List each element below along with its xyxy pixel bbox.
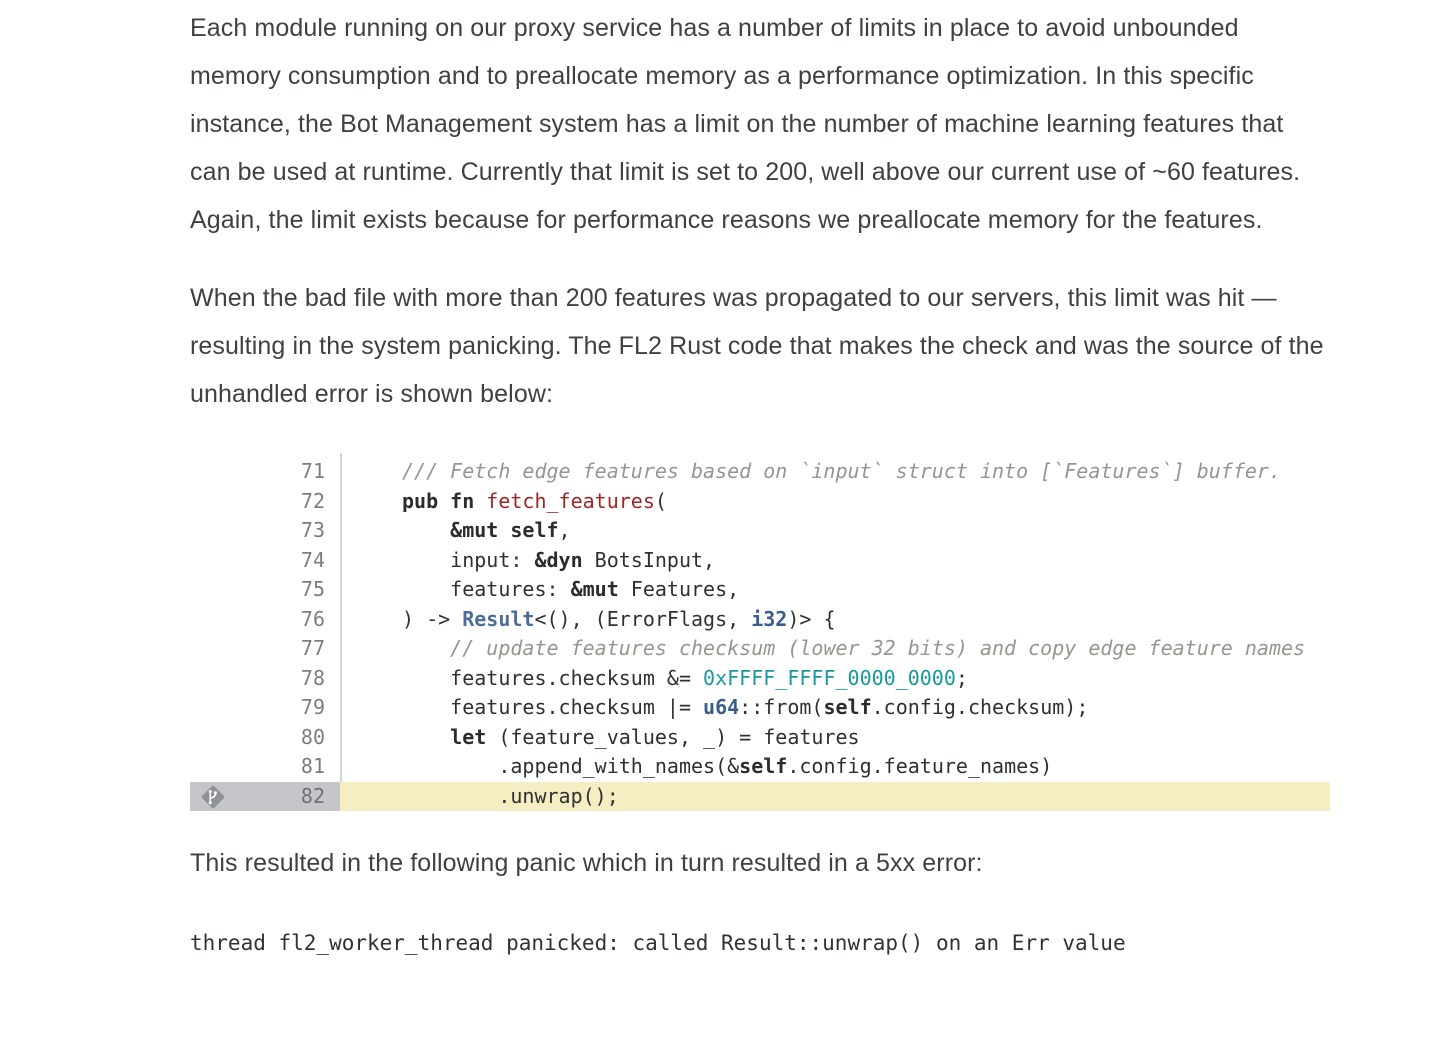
code-text: // update features checksum (lower 32 bits) and copy edge feature names	[450, 636, 1306, 660]
line-number: 76	[300, 606, 325, 631]
code-text: input: &dyn BotsInput,	[402, 547, 716, 572]
line-number: 80	[300, 724, 325, 749]
code-line	[190, 664, 1330, 694]
line-number: 73	[300, 518, 325, 542]
git-icon[interactable]	[198, 782, 228, 812]
panic-output: thread fl2_worker_thread panicked: called Result::unwrap() on an Err value	[190, 931, 1126, 955]
code-line	[190, 546, 1330, 576]
line-number: 78	[300, 665, 325, 690]
code-block	[190, 457, 1330, 811]
code-line	[190, 516, 1330, 546]
code-text: pub fn fetch_features(	[402, 488, 667, 513]
code-line	[190, 782, 1330, 812]
code-text: features: &mut Features,	[402, 577, 740, 601]
code-line	[190, 605, 1330, 635]
code-text: /// Fetch edge features based on `input` struct into [`Features`] buffer.	[402, 459, 1281, 483]
code-line	[190, 487, 1330, 517]
line-number: 74	[300, 547, 325, 572]
code-text: features.checksum &= 0xFFFF_FFFF_0000_0000;	[402, 665, 968, 690]
code-text: .unwrap();	[340, 782, 1330, 812]
code-line	[190, 457, 1330, 487]
line-number: 77	[300, 636, 325, 660]
line-number: 79	[300, 695, 325, 719]
code-text: &mut self,	[450, 518, 571, 542]
code-line	[190, 575, 1330, 605]
line-number: 81	[300, 754, 325, 778]
line-number: 82	[190, 782, 340, 812]
line-number: 71	[300, 459, 325, 483]
code-text: let (feature_values, _) = features	[450, 724, 860, 749]
line-number: 75	[300, 577, 325, 601]
code-line	[190, 693, 1330, 723]
code-text: features.checksum |= u64::from(self.config.checksum);	[402, 695, 1089, 719]
code-text: ) -> Result<(), (ErrorFlags, i32)> {	[402, 606, 836, 631]
code-text: .append_with_names(&self.config.feature_names)	[402, 754, 1053, 778]
code-line	[190, 723, 1330, 753]
line-number: 72	[300, 488, 325, 513]
code-line	[190, 634, 1330, 664]
paragraph-bad-file: When the bad file with more than 200 features was propagated to our servers, this limit was hit — resulting in the system panicking. The FL2 Rust code that makes the check and was the source of the unhandled error is shown below:	[190, 284, 1324, 408]
code-line	[190, 752, 1330, 782]
paragraph-panic-intro: This resulted in the following panic which in turn resulted in a 5xx error:	[190, 849, 983, 877]
paragraph-limits: Each module running on our proxy service has a number of limits in place to avoid unbounded memory consumption and to preallocate memory as a performance optimization. In this specific instance, the Bot Management system has a limit on the number of machine learning features that can be used at runtime. Currently that limit is set to 200, well above our current use of ~60 features. Again, the limit exists because for performance reasons we preallocate memory for the features.	[190, 14, 1301, 234]
